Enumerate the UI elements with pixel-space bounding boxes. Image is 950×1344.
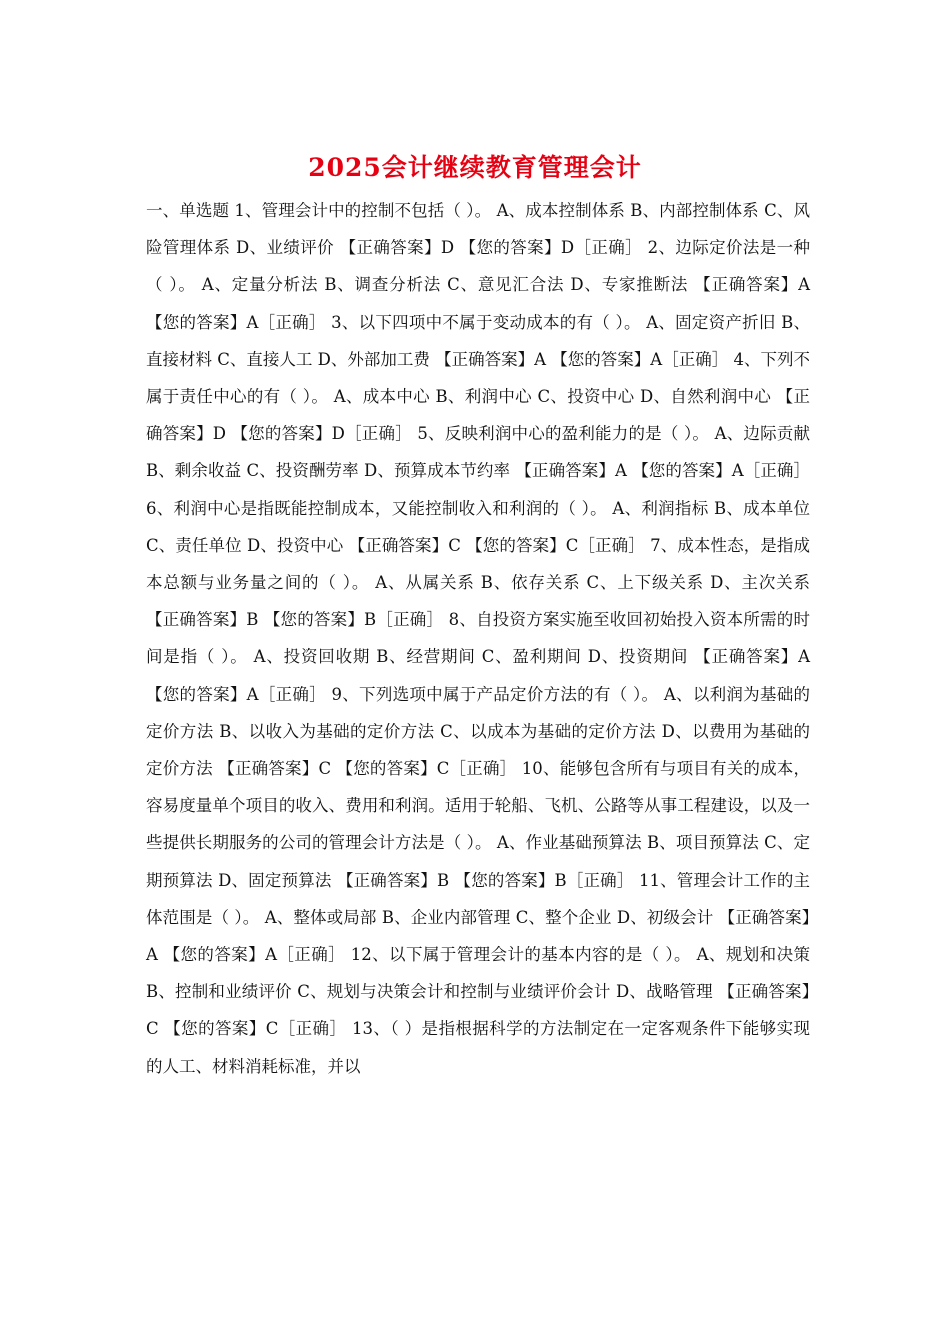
document-title: 2025会计继续教育管理会计 (308, 153, 642, 182)
document-body: 一、单选题 1、管理会计中的控制不包括（ ）。 A、成本控制体系 B、内部控制体系 C、风险管理体系 D、业绩评价 【正确答案】D 【您的答案】D［正确］ 2、边际定价法是一种（ ）。 A、定量分析法 B、调查分析法 C、意见汇合法 D、专家推断法 【正确答案】A 【您的答案】A［正确］ 3、以下四项中不属于变动成本的有（ ）。 A、固定资产折旧 B、直接材料 C、直接人工 D、外部加工费 【正确答案】A 【您的答案】A［正确］ 4、下列不属于责任中心的有（ ）。 A、成本中心 B、利润中心 C、投资中心 D、自然利润中心 【正确答案】D 【您的答案】D［正确］ 5、反映利润中心的盈利能力的是（ ）。 A、边际贡献 B、剩余收益 C、投资酬劳率 D、预算成本节约率 【正确答案】A 【您的答案】A［正确］ 6、利润中心是指既能控制成本，又能控制收入和利润的（ ）。 A、利润指标 B、成本单位 C、责任单位 D、投资中心 【正确答案】C 【您的答案】C［正确］ 7、成本性态，是指成本总额与业务量之间的（ ）。 A、从属关系 B、依存关系 C、上下级关系 D、主次关系 【正确答案】B 【您的答案】B［正确］ 8、自投资方案实施至收回初始投入资本所需的时间是指（ ）。 A、投资回收期 B、经营期间 C、盈利期间 D、投资期间 【正确答案】A 【您的答案】A［正确］ 9、下列选项中属于产品定价方法的有（ ）。 A、以利润为基础的定价方法 B、以收入为基础的定价方法 C、以成本为基础的定价方法 D、以费用为基础的定价方法 【正确答案】C 【您的答案】C［正确］ 10、能够包含所有与项目有关的成本，容易度量单个项目的收入、费用和利润。适用于轮船、飞机、公路等从事工程建设，以及一些提供长期服务的公司的管理会计方法是（ ）。 A、作业基础预算法 B、项目预算法 C、定期预算法 D、固定预算法 【正确答案】B 【您的答案】B［正确］ 11、管理会计工作的主体范围是（ ）。 A、整体或局部 B、企业内部管理 C、整个企业 D、初级会计 【正确答案】A 【您的答案】A［正确］ 12、以下属于管理会计的基本内容的是（ ）。 A、规划和决策 B、控制和业绩评价 C、规划与决策会计和控制与业绩评价会计 D、战略管理 【正确答案】C 【您的答案】C［正确］ 13、（ ）是指根据科学的方法制定在一定客观条件下能够实现的人工、材料消耗标准，并以 (146, 201, 810, 1076)
